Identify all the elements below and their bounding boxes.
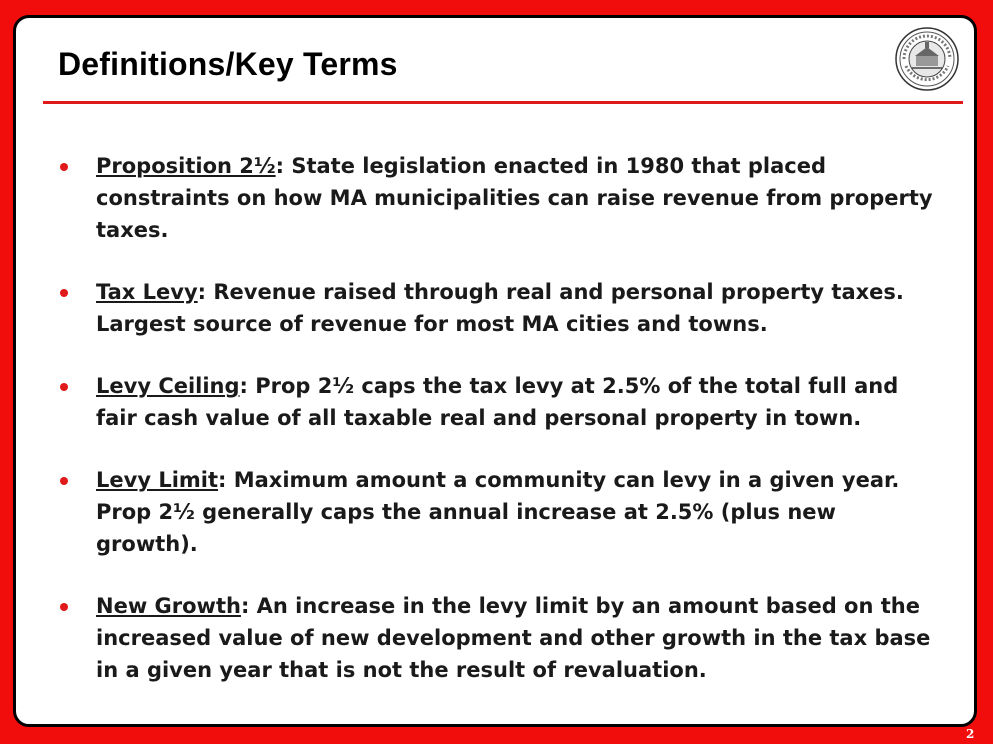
definition-term: Levy Ceiling [96, 374, 240, 398]
definition-text: : Revenue raised through real and personal property taxes. Largest source of revenue for most MA cities and towns. [96, 280, 904, 336]
page-number: 2 [966, 727, 975, 741]
definitions-list [54, 150, 944, 716]
definition-text: : Prop 2½ caps the tax levy at 2.5% of the total full and fair cash value of all taxable real and personal property in town. [96, 374, 899, 430]
definition-term: New Growth [96, 594, 241, 618]
definition-text: : State legislation enacted in 1980 that placed constraints on how MA municipalities can raise revenue from property taxes. [96, 154, 933, 242]
definition-term: Tax Levy [96, 280, 198, 304]
definition-item [54, 590, 944, 686]
definition-item [54, 150, 944, 246]
bullet-icon [60, 383, 68, 391]
definition-text: : Maximum amount a community can levy in a given year. Prop 2½ generally caps the annual increase at 2.5% (plus new growth). [96, 468, 900, 556]
title-underline-rule [43, 101, 963, 104]
definition-item [54, 276, 944, 340]
bullet-icon [60, 603, 68, 611]
definition-item [54, 370, 944, 434]
slide-canvas [13, 15, 977, 727]
definition-term: Proposition 2½ [96, 154, 276, 178]
bullet-icon [60, 477, 68, 485]
slide-title: Definitions/Key Terms [58, 46, 398, 82]
definition-term: Levy Limit [96, 468, 219, 492]
bullet-icon [60, 163, 68, 171]
town-seal-icon [894, 26, 960, 92]
definition-item [54, 464, 944, 560]
bullet-icon [60, 289, 68, 297]
definition-text: : An increase in the levy limit by an amount based on the increased value of new development and other growth in the tax base in a given year that is not the result of revaluation. [96, 594, 931, 682]
